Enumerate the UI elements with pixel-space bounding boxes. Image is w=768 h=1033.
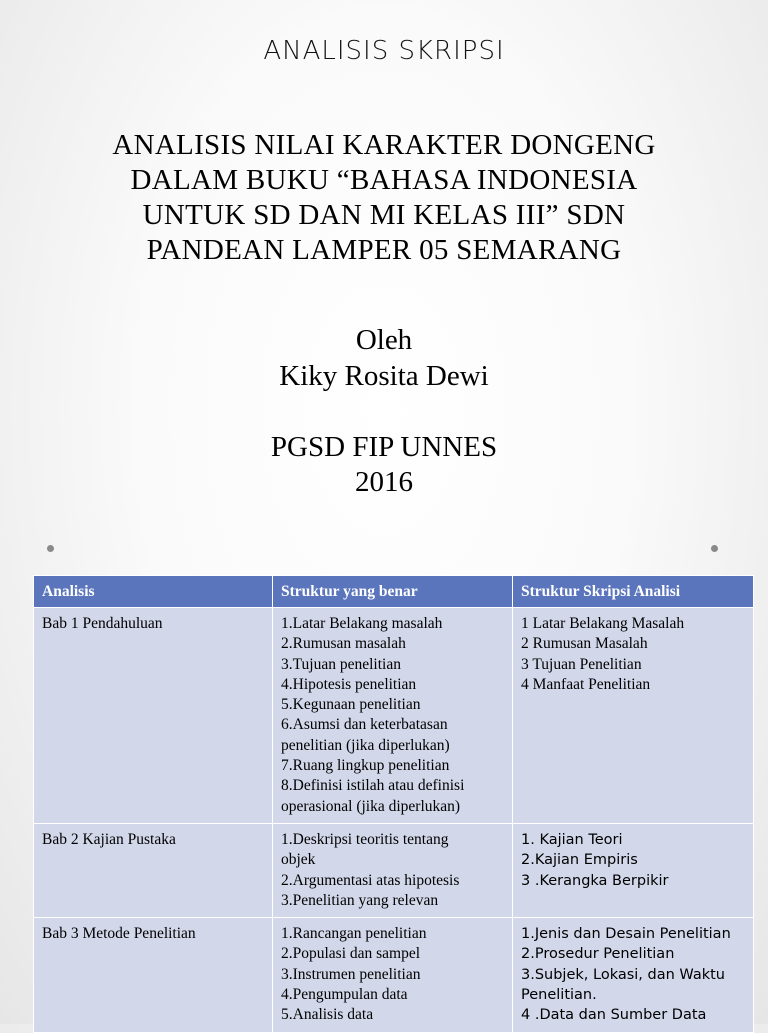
bullet-dot-icon <box>711 545 718 552</box>
institution-year: 2016 <box>355 466 413 498</box>
bullet-dot-icon <box>47 545 54 552</box>
list-item: 5.Kegunaan penelitian <box>281 696 421 714</box>
author-name: Kiky Rosita Dewi <box>279 360 489 392</box>
title-line: ANALISIS NILAI KARAKTER DONGENG <box>112 129 656 161</box>
cell-struktur-skripsi <box>513 608 754 824</box>
title-line: DALAM BUKU “BAHASA INDONESIA <box>130 164 638 196</box>
header-struktur-skripsi: Struktur Skripsi Analisi <box>513 576 754 608</box>
list-item: 7.Ruang lingkup penelitian <box>281 757 450 775</box>
list-item: 1.Deskripsi teoritis tentang <box>281 830 449 848</box>
list-item: 2.Kajian Empiris <box>521 852 638 869</box>
list-item: Penelitian. <box>521 987 597 1004</box>
author-by-label: Oleh <box>355 324 413 356</box>
list-item: 2.Rumusan masalah <box>281 635 406 653</box>
cell-analisis: Bab 3 Metode Penelitian <box>34 918 273 1032</box>
slide-header: ANALISIS SKRIPSI <box>263 36 505 66</box>
list-item: 4.Pengumpulan data <box>281 986 408 1004</box>
institution-block <box>0 430 768 500</box>
list-item: 3.Instrumen penelitian <box>281 965 421 983</box>
cell-struktur-benar <box>273 823 513 917</box>
list-item: 1.Latar Belakang masalah <box>281 615 443 632</box>
list-item: 1. Kajian Teori <box>521 831 623 848</box>
title-line: UNTUK SD DAN MI KELAS III” SDN <box>142 199 626 231</box>
list-item: 1 Latar Belakang Masalah <box>521 615 685 632</box>
list-item: penelitian (jika diperlukan) <box>281 736 450 754</box>
list-item: operasional (jika diperlukan) <box>281 797 461 815</box>
cell-struktur-skripsi <box>513 823 754 917</box>
cell-analisis: Bab 2 Kajian Pustaka <box>34 823 273 917</box>
list-item: 2 Rumusan Masalah <box>521 635 648 653</box>
list-item: 3 Tujuan Penelitian <box>521 655 642 673</box>
list-item: 5.Analisis data <box>281 1006 374 1024</box>
cell-struktur-benar <box>273 608 513 824</box>
list-item: 3.Subjek, Lokasi, dan Waktu <box>521 966 725 983</box>
list-item: 1.Rancangan penelitian <box>281 925 427 943</box>
list-item: 6.Asumsi dan keterbatasan <box>281 716 448 734</box>
cell-struktur-skripsi <box>513 918 754 1032</box>
list-item: 2.Prosedur Penelitian <box>521 946 675 963</box>
list-item: 4.Hipotesis penelitian <box>281 675 417 693</box>
title-line: PANDEAN LAMPER 05 SEMARANG <box>146 234 622 266</box>
table-row <box>34 608 754 824</box>
table-row <box>34 918 754 1032</box>
cell-analisis: Bab 1 Pendahuluan <box>34 608 273 824</box>
header-struktur-benar: Struktur yang benar <box>273 576 513 608</box>
list-item: 4 .Data dan Sumber Data <box>521 1007 707 1024</box>
list-item: 3 .Kerangka Berpikir <box>521 872 669 889</box>
list-item: 1.Jenis dan Desain Penelitian <box>521 926 731 943</box>
list-item: 2.Populasi dan sampel <box>281 945 421 963</box>
thesis-title <box>60 128 708 268</box>
list-item: 8.Definisi istilah atau definisi <box>281 777 465 795</box>
cell-struktur-benar <box>273 918 513 1032</box>
author-block <box>0 322 768 394</box>
header-analisis: Analisis <box>34 576 273 608</box>
table-header-row <box>34 576 754 608</box>
list-item: 4 Manfaat Penelitian <box>521 675 651 693</box>
list-item: 3.Tujuan penelitian <box>281 655 401 673</box>
table-row <box>34 823 754 917</box>
analysis-table <box>33 575 754 1033</box>
list-item: 3.Penelitian yang relevan <box>281 891 439 909</box>
list-item: 2.Argumentasi atas hipotesis <box>281 871 460 889</box>
institution-name: PGSD FIP UNNES <box>270 431 498 463</box>
list-item: objek <box>281 851 316 869</box>
